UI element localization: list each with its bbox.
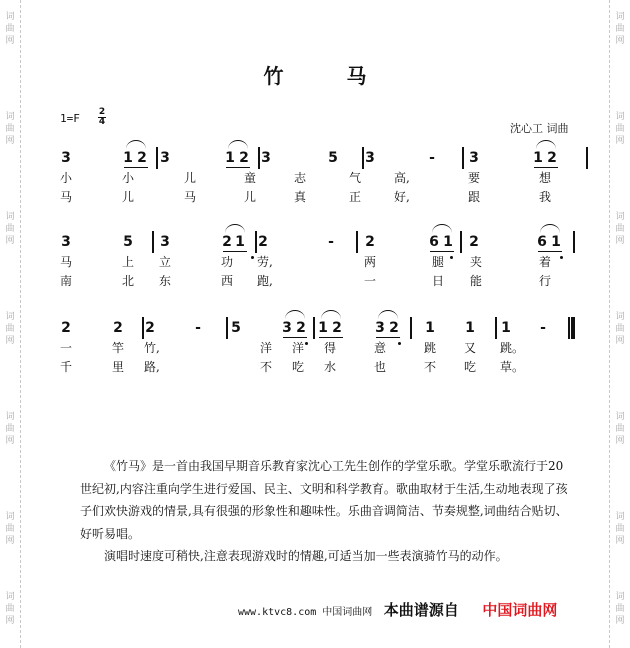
watermark-char: 曲 bbox=[5, 424, 15, 434]
score-note: 6 bbox=[537, 234, 547, 250]
lyric-verse-1: 高, bbox=[394, 171, 410, 185]
bar-line bbox=[362, 147, 364, 169]
watermark-char: 网 bbox=[615, 336, 625, 346]
description-paragraph-1: 《竹马》是一首由我国早期音乐教育家沈心工先生创作的学堂乐歌。学堂乐歌流行于20世纪初,内容注重向学生进行爱国、民主、文明和科学教育。歌曲取材于生活,生动地表现了孩子们欢快游戏的情景,具有很强的形象性和趣味性。乐曲音调简洁、节奏规整,词曲结合贴切、好听易唱。 bbox=[80, 459, 568, 541]
score-note: 1 bbox=[318, 320, 328, 336]
score-note: 3 bbox=[261, 150, 271, 166]
lyric-verse-2: 马 bbox=[184, 190, 197, 204]
watermark-char: 网 bbox=[615, 136, 625, 146]
watermark-char: 网 bbox=[5, 36, 15, 46]
lyric-verse-2: 草。 bbox=[500, 360, 525, 374]
lyric-verse-2: 一 bbox=[364, 274, 377, 288]
watermark-char: 曲 bbox=[615, 424, 625, 434]
underline-beam bbox=[319, 337, 343, 338]
watermark-char: 曲 bbox=[615, 124, 625, 134]
score-note: 2 bbox=[61, 320, 71, 336]
score-note: 2 bbox=[469, 234, 479, 250]
bar-line bbox=[313, 317, 315, 339]
lyric-verse-2: 东 bbox=[159, 274, 172, 288]
score-note: 3 bbox=[160, 234, 170, 250]
final-bar-line bbox=[571, 317, 575, 339]
lyric-verse-1: 要 bbox=[468, 171, 481, 185]
time-signature-top: 2 bbox=[98, 107, 106, 117]
lyric-verse-2: 不 bbox=[424, 360, 437, 374]
score-note: 5 bbox=[123, 234, 133, 250]
slur bbox=[432, 224, 452, 233]
bar-line bbox=[586, 147, 588, 169]
score-note: 1 bbox=[551, 234, 561, 250]
lyric-verse-1: 夹 bbox=[470, 255, 483, 269]
lyric-verse-1: 着 bbox=[539, 255, 552, 269]
watermark-char: 曲 bbox=[5, 604, 15, 614]
score-note: 3 bbox=[365, 150, 375, 166]
lyric-verse-1: 得 bbox=[324, 341, 337, 355]
lyric-verse-1: 竹, bbox=[144, 341, 160, 355]
lyric-verse-1: 想 bbox=[539, 171, 552, 185]
slur bbox=[126, 140, 146, 149]
lyric-verse-1: 儿 bbox=[184, 171, 197, 185]
lyric-verse-1: 跳。 bbox=[500, 341, 525, 355]
watermark-char: 词 bbox=[5, 12, 15, 22]
lyric-verse-2: 马 bbox=[60, 190, 73, 204]
lyric-verse-2: 水 bbox=[324, 360, 337, 374]
score-note: 3 bbox=[61, 150, 71, 166]
score-note: 3 bbox=[375, 320, 385, 336]
time-signature-bottom: 4 bbox=[98, 117, 106, 127]
octave-dot bbox=[560, 256, 563, 259]
lyric-verse-1: 跳 bbox=[424, 341, 437, 355]
lyric-verse-1: 功 bbox=[221, 255, 234, 269]
slur bbox=[225, 224, 245, 233]
bar-line bbox=[258, 147, 260, 169]
lyric-verse-1: 腿 bbox=[432, 255, 445, 269]
watermark-char: 曲 bbox=[615, 324, 625, 334]
score-note: 1 bbox=[501, 320, 511, 336]
watermark-char: 曲 bbox=[615, 24, 625, 34]
extension-dash: - bbox=[328, 234, 334, 250]
lyric-verse-2: 吃 bbox=[464, 360, 477, 374]
lyric-verse-2: 真 bbox=[294, 190, 307, 204]
slur bbox=[228, 140, 248, 149]
lyric-verse-1: 意 bbox=[374, 341, 387, 355]
score-note: 6 bbox=[429, 234, 439, 250]
lyric-verse-2: 吃 bbox=[292, 360, 305, 374]
watermark-char: 词 bbox=[5, 312, 15, 322]
bar-line bbox=[152, 231, 154, 253]
watermark-char: 曲 bbox=[5, 324, 15, 334]
score-note: 1 bbox=[235, 234, 245, 250]
underline-beam bbox=[534, 167, 558, 168]
description-paragraph-2: 演唱时速度可稍快,注意表现游戏时的情趣,可适当加一些表演骑竹马的动作。 bbox=[104, 549, 508, 563]
underline-beam bbox=[430, 251, 454, 252]
watermark-char: 网 bbox=[5, 616, 15, 626]
bar-line bbox=[356, 231, 358, 253]
slur bbox=[378, 310, 398, 319]
watermark-char: 网 bbox=[615, 236, 625, 246]
footer bbox=[238, 599, 557, 620]
watermark-char: 网 bbox=[5, 236, 15, 246]
lyric-verse-2: 跑, bbox=[257, 274, 273, 288]
watermark-char: 词 bbox=[5, 212, 15, 222]
watermark-char: 曲 bbox=[615, 524, 625, 534]
footer-brand: 中国词曲网 bbox=[482, 601, 558, 619]
lyric-verse-1: 马 bbox=[60, 255, 73, 269]
lyric-verse-1: 上 bbox=[122, 255, 135, 269]
score-note: 2 bbox=[296, 320, 306, 336]
score-note: 1 bbox=[465, 320, 475, 336]
watermark-char: 词 bbox=[615, 412, 625, 422]
underline-beam bbox=[223, 251, 247, 252]
lyric-verse-2: 千 bbox=[60, 360, 73, 374]
lyric-verse-1: 劳, bbox=[257, 255, 273, 269]
composer-credit: 沈心工 词曲 bbox=[510, 122, 569, 135]
lyric-verse-2: 我 bbox=[539, 190, 552, 204]
lyric-verse-2: 能 bbox=[470, 274, 483, 288]
watermark-char: 网 bbox=[5, 336, 15, 346]
watermark-char: 词 bbox=[615, 12, 625, 22]
extension-dash: - bbox=[195, 320, 201, 336]
lyric-verse-2: 不 bbox=[260, 360, 273, 374]
score-note: 2 bbox=[332, 320, 342, 336]
score-note: 2 bbox=[389, 320, 399, 336]
lyric-verse-1: 竿 bbox=[112, 341, 125, 355]
score-note: 3 bbox=[282, 320, 292, 336]
watermark-char: 词 bbox=[5, 412, 15, 422]
watermark-char: 网 bbox=[615, 436, 625, 446]
lyric-verse-2: 儿 bbox=[122, 190, 135, 204]
extension-dash: - bbox=[429, 150, 435, 166]
underline-beam bbox=[226, 167, 250, 168]
score-note: 1 bbox=[443, 234, 453, 250]
score-note: 2 bbox=[113, 320, 123, 336]
underline-beam bbox=[376, 337, 400, 338]
score-note: 2 bbox=[365, 234, 375, 250]
score-note: 3 bbox=[469, 150, 479, 166]
bar-line bbox=[462, 147, 464, 169]
footer-site-link[interactable]: www.ktvc8.com 中国词曲网 bbox=[238, 607, 373, 618]
watermark-char: 词 bbox=[5, 512, 15, 522]
lyric-verse-2: 西 bbox=[221, 274, 234, 288]
lyric-verse-2: 跟 bbox=[468, 190, 481, 204]
underline-beam bbox=[124, 167, 148, 168]
lyric-verse-2: 北 bbox=[122, 274, 135, 288]
lyric-verse-1: 一 bbox=[60, 341, 73, 355]
watermark-char: 词 bbox=[615, 592, 625, 602]
score-note: 2 bbox=[547, 150, 557, 166]
score-note: 3 bbox=[160, 150, 170, 166]
lyric-verse-2: 里 bbox=[112, 360, 125, 374]
slur bbox=[285, 310, 305, 319]
octave-dot bbox=[251, 256, 254, 259]
watermark-char: 曲 bbox=[5, 224, 15, 234]
score-note: 2 bbox=[137, 150, 147, 166]
lyric-verse-1: 小 bbox=[60, 171, 73, 185]
lyric-verse-1: 小 bbox=[122, 171, 135, 185]
bar-line bbox=[255, 231, 257, 253]
octave-dot bbox=[450, 256, 453, 259]
lyric-verse-1: 洋 bbox=[292, 341, 305, 355]
lyric-verse-1: 气 bbox=[349, 171, 362, 185]
watermark-char: 词 bbox=[615, 512, 625, 522]
score-note: 2 bbox=[239, 150, 249, 166]
bar-line bbox=[156, 147, 158, 169]
watermark-char: 词 bbox=[615, 112, 625, 122]
watermark-char: 网 bbox=[615, 616, 625, 626]
underline-beam bbox=[538, 251, 562, 252]
bar-line bbox=[226, 317, 228, 339]
lyric-verse-2: 好, bbox=[394, 190, 410, 204]
lyric-verse-2: 儿 bbox=[244, 190, 257, 204]
watermark-char: 曲 bbox=[5, 24, 15, 34]
score-note: 1 bbox=[225, 150, 235, 166]
lyric-verse-1: 童 bbox=[244, 171, 257, 185]
watermark-char: 词 bbox=[5, 112, 15, 122]
footer-source-label: 本曲谱源自 bbox=[383, 601, 459, 619]
lyric-verse-1: 志 bbox=[294, 171, 307, 185]
lyric-verse-2: 也 bbox=[374, 360, 387, 374]
lyric-verse-2: 正 bbox=[349, 190, 362, 204]
score-note: 5 bbox=[231, 320, 241, 336]
score-note: 2 bbox=[145, 320, 155, 336]
watermark-char: 网 bbox=[5, 536, 15, 546]
key-signature: 1=F bbox=[60, 112, 80, 125]
lyric-verse-2: 路, bbox=[144, 360, 160, 374]
score-note: 1 bbox=[123, 150, 133, 166]
slur bbox=[321, 310, 341, 319]
score-note: 2 bbox=[222, 234, 232, 250]
lyric-verse-2: 日 bbox=[432, 274, 445, 288]
watermark-char: 词 bbox=[5, 592, 15, 602]
bar-line bbox=[142, 317, 144, 339]
underline-beam bbox=[283, 337, 307, 338]
song-description bbox=[80, 455, 570, 568]
lyric-verse-2: 行 bbox=[539, 274, 552, 288]
watermark-char: 词 bbox=[615, 312, 625, 322]
bar-line bbox=[568, 317, 570, 339]
octave-dot bbox=[398, 342, 401, 345]
watermark-char: 网 bbox=[5, 436, 15, 446]
score-note: 1 bbox=[533, 150, 543, 166]
song-title: 竹 马 bbox=[263, 64, 395, 88]
bar-line bbox=[410, 317, 412, 339]
lyric-verse-1: 两 bbox=[364, 255, 377, 269]
lyric-verse-2: 南 bbox=[60, 274, 73, 288]
octave-dot bbox=[305, 342, 308, 345]
watermark-char: 曲 bbox=[5, 524, 15, 534]
lyric-verse-1: 又 bbox=[464, 341, 477, 355]
score-note: 3 bbox=[61, 234, 71, 250]
watermark-char: 曲 bbox=[5, 124, 15, 134]
watermark-char: 网 bbox=[615, 36, 625, 46]
bar-line bbox=[460, 231, 462, 253]
score-note: 5 bbox=[328, 150, 338, 166]
slur bbox=[540, 224, 560, 233]
watermark-char: 曲 bbox=[615, 224, 625, 234]
bar-line bbox=[573, 231, 575, 253]
bar-line bbox=[495, 317, 497, 339]
watermark-char: 词 bbox=[615, 212, 625, 222]
extension-dash: - bbox=[540, 320, 546, 336]
lyric-verse-1: 立 bbox=[159, 255, 172, 269]
watermark-char: 网 bbox=[5, 136, 15, 146]
watermark-char: 网 bbox=[615, 536, 625, 546]
watermark-char: 曲 bbox=[615, 604, 625, 614]
lyric-verse-1: 洋 bbox=[260, 341, 273, 355]
score-note: 1 bbox=[425, 320, 435, 336]
score-note: 2 bbox=[258, 234, 268, 250]
slur bbox=[536, 140, 556, 149]
